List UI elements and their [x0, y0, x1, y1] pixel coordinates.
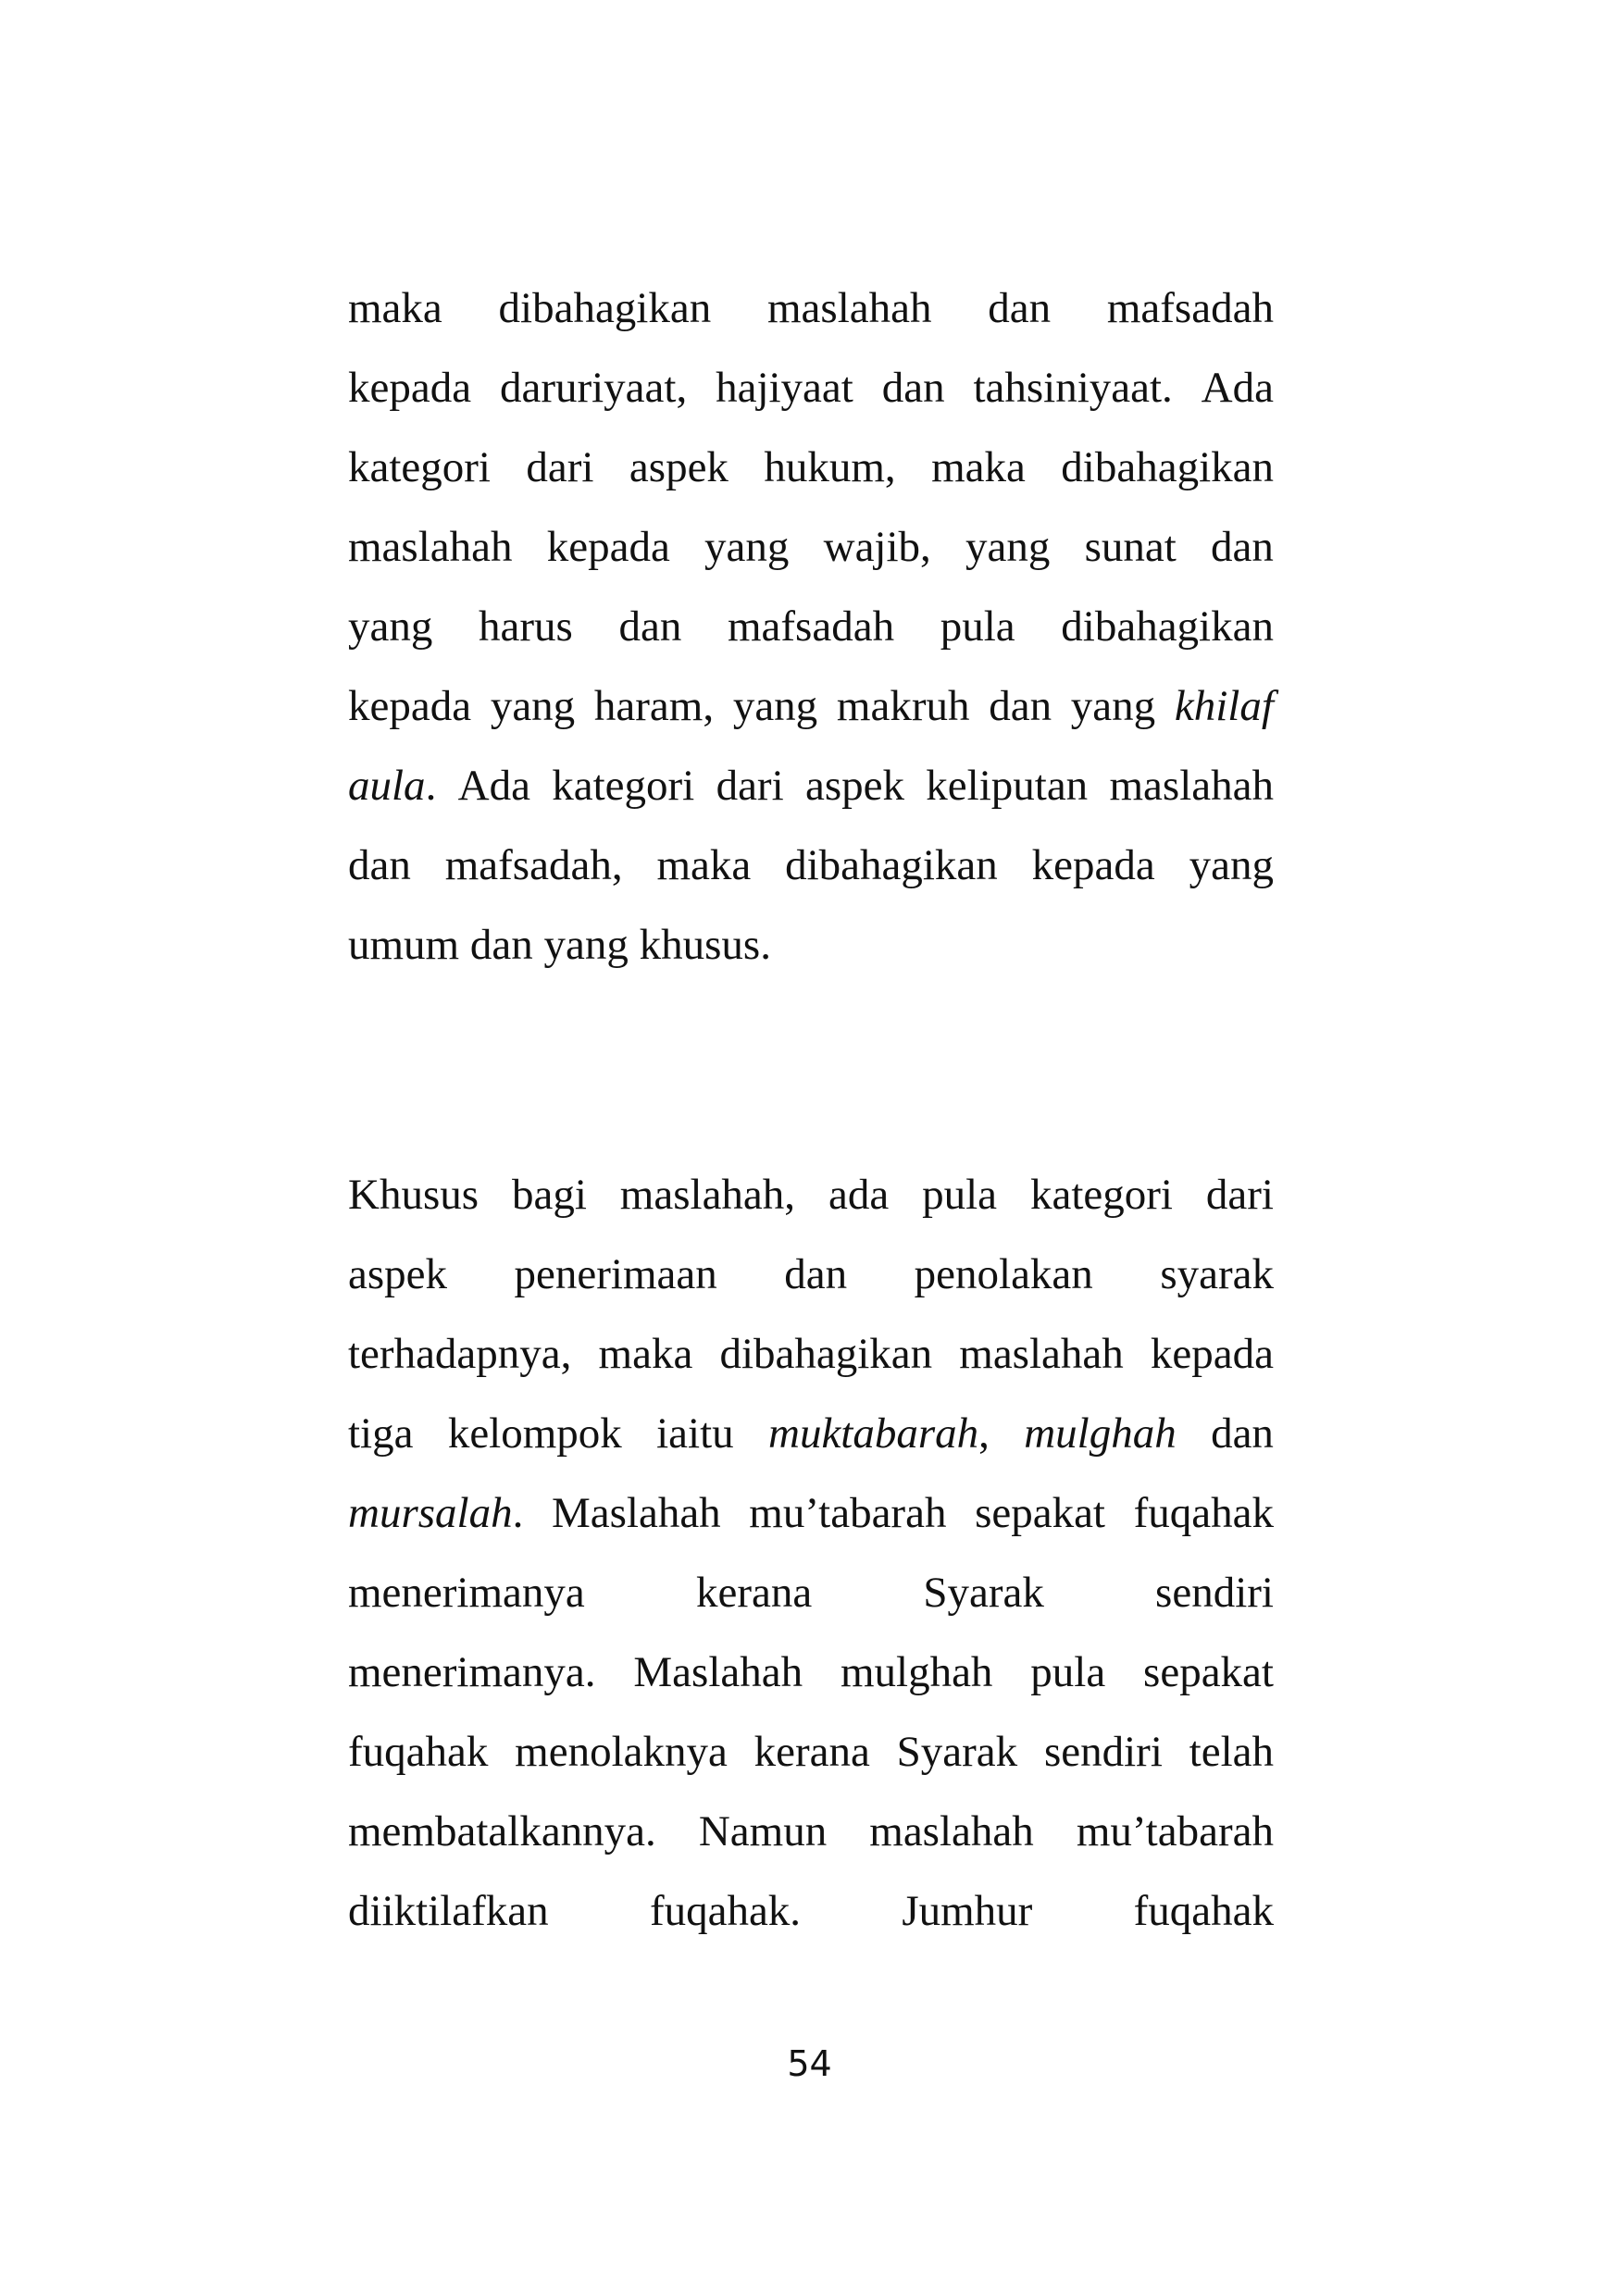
text-line: [348, 825, 1274, 905]
word: [902, 1871, 1032, 1951]
word-text: aspek: [629, 443, 729, 491]
word: [348, 507, 513, 587]
word: [526, 428, 593, 507]
word-text: kepada: [1150, 1330, 1274, 1378]
word-text: dan: [1211, 523, 1274, 571]
word: [1134, 1871, 1274, 1951]
word-text: yang: [543, 921, 629, 969]
word: [479, 587, 573, 666]
word: [767, 268, 932, 348]
word: [348, 268, 442, 348]
word-text: dan: [348, 841, 411, 889]
word: [650, 1871, 801, 1951]
word: [923, 1553, 1044, 1632]
word-text: aspek: [804, 762, 904, 810]
word: [696, 1553, 812, 1632]
word-text: dibahagikan: [785, 841, 998, 889]
word-text: sendiri: [1043, 1728, 1163, 1776]
word-text: pula: [940, 602, 1015, 651]
word-text: daruriyaat,: [499, 364, 688, 412]
word: [1032, 825, 1155, 905]
word: [348, 348, 471, 428]
word-text: harus: [479, 602, 573, 651]
word-text: pula: [1030, 1648, 1106, 1696]
italic-term: khilaf: [1174, 682, 1274, 730]
italic-term: aula: [348, 762, 426, 810]
word-text: Khusus: [348, 1171, 479, 1219]
word-text: sepakat: [1143, 1648, 1274, 1696]
word: [348, 587, 432, 666]
word: [837, 666, 970, 746]
text-line: [348, 1871, 1274, 1951]
word: [1030, 1632, 1105, 1712]
text-line: [348, 348, 1274, 428]
word: [975, 1473, 1105, 1553]
word-text: kategori: [348, 443, 491, 491]
word: [1151, 1314, 1274, 1394]
word-text: khusus.: [639, 921, 771, 969]
word: [348, 1314, 571, 1394]
text-line: [348, 587, 1274, 666]
word: [491, 666, 575, 746]
word-text: sendiri: [1155, 1569, 1274, 1617]
word: [965, 507, 1050, 587]
word: [547, 507, 670, 587]
word: [515, 1235, 717, 1314]
word: [940, 587, 1015, 666]
word-text: tahsiniyaat.: [973, 364, 1173, 412]
italic-term: muktabarah: [768, 1409, 979, 1458]
word-text: keliputan: [926, 762, 1089, 810]
word-text: dibahagikan: [1061, 602, 1274, 651]
word: [988, 268, 1051, 348]
text-line: [348, 507, 1274, 587]
text-line: [348, 1235, 1274, 1314]
punctuation: .: [425, 762, 437, 810]
text-line: [348, 666, 1274, 746]
word: [1024, 1394, 1177, 1473]
word: [922, 1155, 997, 1235]
word: [749, 1473, 946, 1553]
word: [764, 428, 895, 507]
word-text: syarak: [1160, 1250, 1274, 1298]
word: [1030, 1155, 1173, 1235]
word: [1071, 666, 1155, 746]
word-text: mafsadah,: [444, 841, 623, 889]
word-text: maslahah: [869, 1807, 1034, 1855]
word-text: kategori: [552, 762, 695, 810]
text-line: [348, 1394, 1274, 1473]
word: [500, 348, 687, 428]
word-text: penolakan: [914, 1250, 1093, 1298]
word: [973, 348, 1172, 428]
word-text: diiktilafkan: [348, 1887, 549, 1935]
word: [348, 1394, 413, 1473]
text-line: [348, 905, 1274, 985]
word-text: Maslahah: [633, 1648, 803, 1696]
word-text: fuqahak.: [649, 1887, 802, 1935]
word: [915, 1235, 1093, 1314]
word-text: Namun: [698, 1807, 828, 1855]
word-text: yang: [1189, 841, 1274, 889]
word-text: sunat: [1084, 523, 1177, 571]
word: [629, 428, 729, 507]
word: [1175, 666, 1274, 746]
word: [1155, 1553, 1274, 1632]
word: [754, 1712, 870, 1792]
text-line: [348, 1712, 1274, 1792]
word: [445, 825, 623, 905]
word-text: membatalkannya.: [348, 1807, 656, 1855]
word-text: dari: [716, 762, 784, 810]
word: [348, 1632, 596, 1712]
word: [656, 825, 751, 905]
word: [733, 666, 817, 746]
word: [869, 1792, 1034, 1871]
word: [1211, 1394, 1274, 1473]
word-text: telah: [1189, 1728, 1274, 1776]
word: [1206, 1155, 1274, 1235]
word: [656, 1394, 734, 1473]
italic-term: mursalah: [348, 1489, 513, 1537]
word-text: hajiyaat: [716, 364, 853, 412]
word-text: dan: [881, 364, 945, 412]
word: [512, 1155, 587, 1235]
word-text: maka: [598, 1330, 693, 1378]
word: [1134, 1473, 1274, 1553]
word: [1160, 1235, 1274, 1314]
page-number: 54: [787, 2043, 832, 2084]
word: [926, 746, 1088, 825]
word: [716, 746, 784, 825]
word-text: Ada: [457, 762, 530, 810]
word-text: mafsadah: [727, 602, 895, 651]
word-text: wajib,: [823, 523, 931, 571]
word: [728, 587, 894, 666]
word-text: Syarak: [923, 1569, 1044, 1617]
word-text: dibahagikan: [498, 284, 712, 332]
word: [1110, 746, 1275, 825]
word: [620, 1155, 795, 1235]
word-text: maka: [348, 284, 442, 332]
word: [594, 666, 714, 746]
word-text: dari: [526, 443, 594, 491]
word-text: yang: [1070, 682, 1156, 730]
word-text: sepakat: [975, 1489, 1105, 1537]
word: [1202, 348, 1274, 428]
word: [828, 1155, 889, 1235]
word: [1061, 587, 1274, 666]
word-text: maslahah: [1109, 762, 1274, 810]
word-text: dan: [469, 921, 533, 969]
word-text: maslahah,: [619, 1171, 796, 1219]
word-text: kerana: [753, 1728, 870, 1776]
word: [348, 1235, 447, 1314]
word-text: umum: [348, 921, 460, 969]
word: [1077, 1792, 1274, 1871]
word-text: bagi: [511, 1171, 587, 1219]
word: [959, 1314, 1124, 1394]
word: [1107, 268, 1274, 348]
word: [1085, 507, 1177, 587]
word: [348, 666, 471, 746]
word-text: kepada: [348, 364, 472, 412]
word: [552, 1473, 721, 1553]
word: [348, 428, 491, 507]
word: [805, 746, 904, 825]
word: [618, 587, 681, 666]
word-text: Jumhur: [902, 1887, 1033, 1935]
word-text: Maslahah: [551, 1489, 721, 1537]
word: [785, 825, 998, 905]
word-text: iaitu: [656, 1409, 734, 1458]
word-text: kategori: [1029, 1171, 1173, 1219]
word-text: fuqahak: [348, 1728, 489, 1776]
word-text: dan: [989, 682, 1052, 730]
word: [348, 1792, 656, 1871]
word-text: dan: [1211, 1409, 1274, 1458]
word-text: fuqahak: [1133, 1489, 1274, 1537]
word-text: terhadapnya,: [348, 1330, 572, 1378]
word-text: mu’tabarah: [749, 1489, 947, 1537]
text-line: [348, 746, 1274, 825]
word-text: dan: [618, 602, 682, 651]
word-text: fuqahak: [1133, 1887, 1274, 1935]
word: [841, 1632, 992, 1712]
word-text: yang: [348, 602, 433, 651]
word: [599, 1314, 693, 1394]
word: [633, 1632, 803, 1712]
word: [931, 428, 1026, 507]
word: [897, 1712, 1018, 1792]
word-text: kepada: [1031, 841, 1155, 889]
text-line: [348, 1314, 1274, 1394]
word: [552, 746, 694, 825]
word-text: tiga: [348, 1409, 414, 1458]
word-text: mu’tabarah: [1076, 1807, 1274, 1855]
word: [1189, 825, 1274, 905]
word: [1044, 1712, 1163, 1792]
punctuation: .: [512, 1489, 524, 1537]
word: [1143, 1632, 1274, 1712]
word: [348, 1871, 549, 1951]
word-text: Syarak: [896, 1728, 1018, 1776]
word: [699, 1792, 827, 1871]
word-text: dan: [988, 284, 1052, 332]
word-text: Ada: [1201, 364, 1274, 412]
punctuation: ,: [978, 1409, 990, 1458]
word: [882, 348, 945, 428]
word: [348, 746, 436, 825]
word: [458, 746, 530, 825]
word: [348, 905, 459, 985]
italic-term: mulghah: [1024, 1409, 1177, 1458]
word: [1211, 507, 1274, 587]
word-text: maslahah: [766, 284, 932, 332]
word-text: kelompok: [447, 1409, 622, 1458]
word-text: aspek: [348, 1250, 448, 1298]
word-text: menerimanya.: [348, 1648, 596, 1696]
word-text: hukum,: [764, 443, 896, 491]
word: [448, 1394, 622, 1473]
word-text: penerimaan: [514, 1250, 717, 1298]
word-text: ada: [828, 1171, 890, 1219]
word: [640, 905, 771, 985]
word: [348, 825, 411, 905]
word-text: dibahagikan: [1061, 443, 1274, 491]
word: [784, 1235, 847, 1314]
word-text: haram,: [593, 682, 715, 730]
word: [348, 1712, 488, 1792]
word-text: menerimanya: [348, 1569, 585, 1617]
text-line: [348, 428, 1274, 507]
word-text: yang: [490, 682, 576, 730]
word: [470, 905, 533, 985]
word: [515, 1712, 728, 1792]
word: [348, 1553, 585, 1632]
text-line: [348, 1632, 1274, 1712]
text-line: [348, 1473, 1274, 1553]
word: [499, 268, 712, 348]
word-text: makruh: [836, 682, 970, 730]
word: [1189, 1712, 1274, 1792]
word-text: kerana: [695, 1569, 813, 1617]
word: [704, 507, 789, 587]
text-line: [348, 1792, 1274, 1871]
word-text: yang: [704, 523, 790, 571]
word: [824, 507, 931, 587]
word-text: kepada: [348, 682, 472, 730]
word-text: maka: [656, 841, 752, 889]
word-text: pula: [922, 1171, 998, 1219]
word-text: mafsadah: [1106, 284, 1274, 332]
word: [716, 348, 853, 428]
text-line: [348, 1155, 1274, 1235]
word: [989, 666, 1052, 746]
word-text: dibahagikan: [719, 1330, 933, 1378]
word: [719, 1314, 932, 1394]
word: [348, 1155, 479, 1235]
word-text: kepada: [546, 523, 670, 571]
paragraph-1: [348, 268, 1274, 985]
word-text: yang: [732, 682, 818, 730]
word: [768, 1394, 990, 1473]
text-line: [348, 1553, 1274, 1632]
word-text: dari: [1205, 1171, 1274, 1219]
word-text: maka: [931, 443, 1026, 491]
word-text: mulghah: [840, 1648, 993, 1696]
text-line: [348, 268, 1274, 348]
word-text: maslahah: [959, 1330, 1124, 1378]
paragraph-2: [348, 1155, 1274, 1951]
word: [348, 1473, 523, 1553]
word-text: maslahah: [348, 523, 513, 571]
word-text: menolaknya: [515, 1728, 728, 1776]
word-text: dan: [784, 1250, 848, 1298]
word: [1061, 428, 1274, 507]
word: [544, 905, 629, 985]
word-text: yang: [965, 523, 1051, 571]
